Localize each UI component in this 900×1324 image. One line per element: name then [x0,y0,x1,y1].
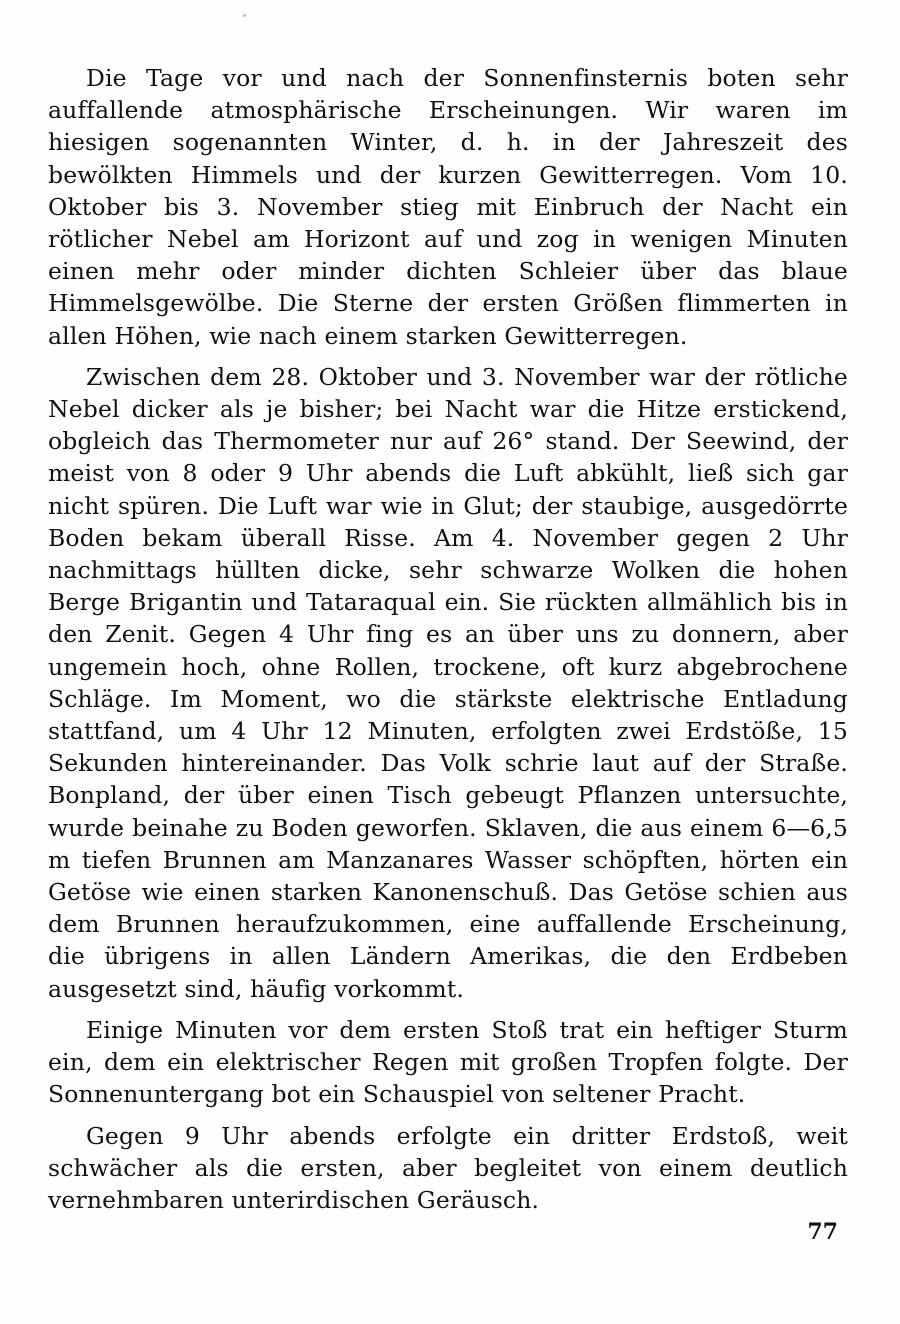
paragraph-2: Zwischen dem 28. Oktober und 3. November war der rötliche Nebel dicker als je bisher; bei Nacht war die Hitze erstickend, obgleich das Thermometer nur auf 26° stand. Der Seewind, der meist von 8 oder 9 Uhr abends die Luft abkühlt, ließ sich gar nicht spüren. Die Luft war wie in Glut; der staubige, ausgedörrte Boden bekam überall Risse. Am 4. November gegen 2 Uhr nachmittags hüllten dicke, sehr schwarze Wolken die hohen Berge Brigantin und Tataraqual ein. Sie rückten allmählich bis in den Zenit. Gegen 4 Uhr fing es an über uns zu donnern, aber ungemein hoch, ohne Rollen, trockene, oft kurz abgebrochene Schläge. Im Moment, wo die stärkste elektrische Entladung stattfand, um 4 Uhr 12 Minuten, erfolgten zwei Erdstöße, 15 Sekunden hintereinander. Das Volk schrie laut auf der Straße. Bonpland, der über einen Tisch gebeugt Pflanzen untersuchte, wurde beinahe zu Boden geworfen. Sklaven, die aus einem 6—6,5 m tiefen Brunnen am Manzanares Wasser schöpften, hörten ein Getöse wie einen starken Kanonenschuß. Das Getöse schien aus dem Brunnen heraufzukommen, eine auffallende Erscheinung, die übrigens in allen Ländern Amerikas, die den Erdbeben ausgesetzt sind, häufig vorkommt. [48,362,848,1003]
paragraph-4: Gegen 9 Uhr abends erfolgte ein dritter Erdstoß, weit schwächer als die ersten, aber begleitet von einem deutlich vernehmbaren unterirdischen Geräusch. [48,1121,848,1214]
paragraph-1: Die Tage vor und nach der Sonnenfinsternis boten sehr auffallende atmosphärische Erscheinungen. Wir waren im hiesigen sogenannten Winter, d. h. in der Jahreszeit des bewölkten Himmels und der kurzen Gewitterregen. Vom 10. Oktober bis 3. November stieg mit Einbruch der Nacht ein rötlicher Nebel am Horizont auf und zog in wenigen Minuten einen mehr oder minder dichten Schleier über das blaue Himmelsgewölbe. Die Sterne der ersten Größen flimmerten in allen Höhen, wie nach einem starken Gewitterregen. [48,64,848,350]
page-number: 77 [807,1219,838,1245]
scan-speck [243,14,246,17]
paragraph-3: Einige Minuten vor dem ersten Stoß trat ein heftiger Sturm ein, dem ein elektrischer Regen mit großen Tropfen folgte. Der Sonnenuntergang bot ein Schauspiel von seltener Pracht. [48,1015,848,1109]
body-text [48,62,848,1216]
